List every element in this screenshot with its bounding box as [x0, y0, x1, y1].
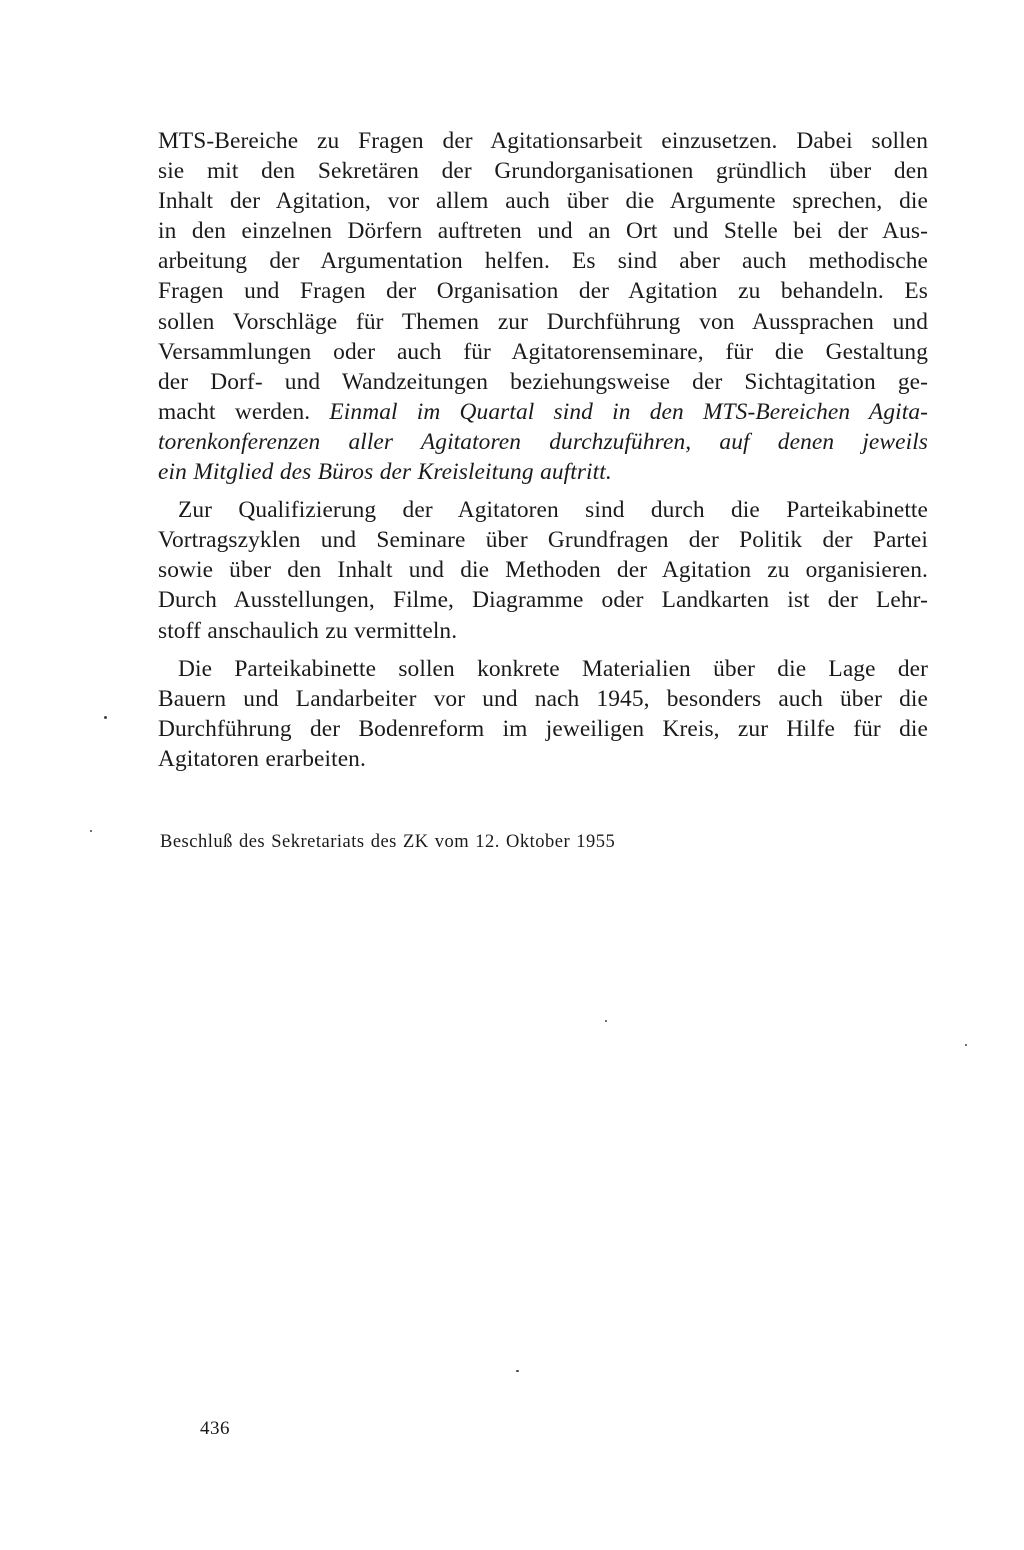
text-line: stoff anschaulich zu vermitteln. [158, 617, 458, 644]
body-text [158, 126, 928, 774]
text-segment: macht werden. [158, 398, 330, 425]
text-line: sowie über den Inhalt und die Methoden der Agitation zu organisieren. [158, 557, 928, 584]
print-speck [605, 1020, 607, 1022]
resolution-signature: Beschluß des Sekretariats des ZK vom 12. Oktober 1955 [160, 832, 616, 852]
text-line-mixed [158, 397, 928, 427]
text-line: Die Parteikabinette sollen konkrete Materialien über die Lage der [178, 655, 928, 682]
text-line: Agitatoren erarbeiten. [158, 745, 366, 772]
text-line: Vortragszyklen und Seminare über Grundfragen der Politik der Partei [158, 527, 928, 554]
print-speck [516, 1370, 519, 1372]
print-speck [90, 830, 92, 832]
text-line: Durch Ausstellungen, Filme, Diagramme oder Landkarten ist der Lehr- [158, 587, 928, 614]
italic-line: ein Mitglied des Büros der Kreisleitung auftritt. [158, 459, 612, 486]
text-line: arbeitung der Argumentation helfen. Es sind aber auch methodische [158, 248, 928, 275]
text-line: sollen Vorschläge für Themen zur Durchführung von Aussprachen und [158, 308, 928, 335]
paragraph-gap [158, 487, 928, 495]
text-line: Zur Qualifizierung der Agitatoren sind durch die Parteikabinette [178, 497, 928, 524]
text-line: Bauern und Landarbeiter vor und nach 1945, besonders auch über die [158, 685, 928, 712]
text-line: MTS-Bereiche zu Fragen der Agitationsarbeit einzusetzen. Dabei sollen [158, 128, 928, 154]
text-line: Versammlungen oder auch für Agitatorenseminare, für die Gestaltung [158, 338, 928, 365]
page-number: 436 [200, 1418, 230, 1439]
print-speck [965, 1044, 967, 1046]
paragraph-gap [158, 646, 928, 654]
print-speck [104, 716, 107, 719]
text-line: Durchführung der Bodenreform im jeweiligen Kreis, zur Hilfe für die [158, 715, 928, 742]
italic-segment: Einmal im Quartal sind in den MTS-Bereichen Agita- [329, 398, 928, 425]
italic-line: torenkonferenzen aller Agitatoren durchzuführen, auf denen jeweils [158, 428, 928, 455]
text-line: der Dorf- und Wandzeitungen beziehungsweise der Sichtagitation ge- [158, 368, 928, 395]
text-line: sie mit den Sekretären der Grundorganisationen gründlich über den [158, 158, 928, 185]
text-line: Fragen und Fragen der Organisation der Agitation zu behandeln. Es [158, 278, 928, 305]
text-line: in den einzelnen Dörfern auftreten und an Ort und Stelle bei der Aus- [158, 218, 928, 245]
text-line: Inhalt der Agitation, vor allem auch über die Argumente sprechen, die [158, 188, 928, 215]
